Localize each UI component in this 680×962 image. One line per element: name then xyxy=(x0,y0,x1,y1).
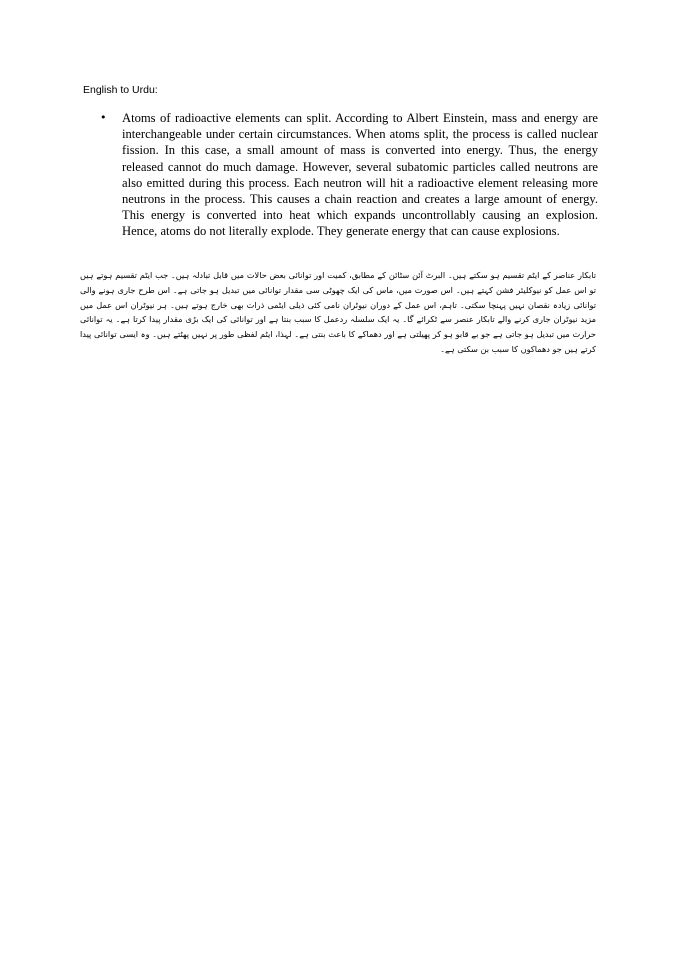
english-paragraph: Atoms of radioactive elements can split. According to Albert Einstein, mass and energy are interchangeable under certain circumstances. When atoms split, the process is called nuclear fission. In this case, a small amount of mass is converted into energy. Thus, the energy released cannot do much damage. However, several subatomic particles called neutrons are also emitted during this process. Each neutron will hit a radioactive element releasing more neutrons in the process. This causes a chain reaction and creates a large amount of energy. This energy is converted into heat which expands uncontrollably causing an explosion. Hence, atoms do not literally explode. They generate energy that can cause explosions. xyxy=(122,111,598,239)
urdu-paragraph: تابکار عناصر کے ایٹم تقسیم ہو سکتے ہیں۔ البرٹ آئن سٹائن کے مطابق، کمیت اور توانائی بعض حالات میں قابل تبادلہ ہیں۔ جب ایٹم تقسیم ہوتے ہیں تو اس عمل کو نیوکلیئر فشن کہتے ہیں۔ اس صورت میں، ماس کی ایک چھوٹی سی مقدار توانائی میں تبدیل ہو جاتی ہے۔ اس طرح جاری ہونے والی توانائی زیادہ نقصان نہیں پہنچا سکتی۔ تاہم، اس عمل کے دوران نیوٹران نامی کئی ذیلی ایٹمی ذرات بھی خارج ہوتے ہیں۔ ہر نیوٹران اس عمل میں مزید نیوٹران جاری کرنے والے تابکار عنصر سے ٹکرائے گا۔ یہ ایک سلسلہ ردعمل کا سبب بنتا ہے اور توانائی کی ایک بڑی مقدار پیدا کرتا ہے۔ یہ توانائی حرارت میں تبدیل ہو جاتی ہے جو بے قابو ہو کر پھیلتی ہے اور دھماکے کا باعث بنتی ہے۔ لہذا، ایٹم لفظی طور پر نہیں پھٹتے ہیں۔ وہ ایسی توانائی پیدا کرتے ہیں جو دھماکوں کا سبب بن سکتی ہے۔ xyxy=(80,270,596,354)
bullet-icon: • xyxy=(100,111,107,124)
section-heading: English to Urdu: xyxy=(83,84,158,96)
